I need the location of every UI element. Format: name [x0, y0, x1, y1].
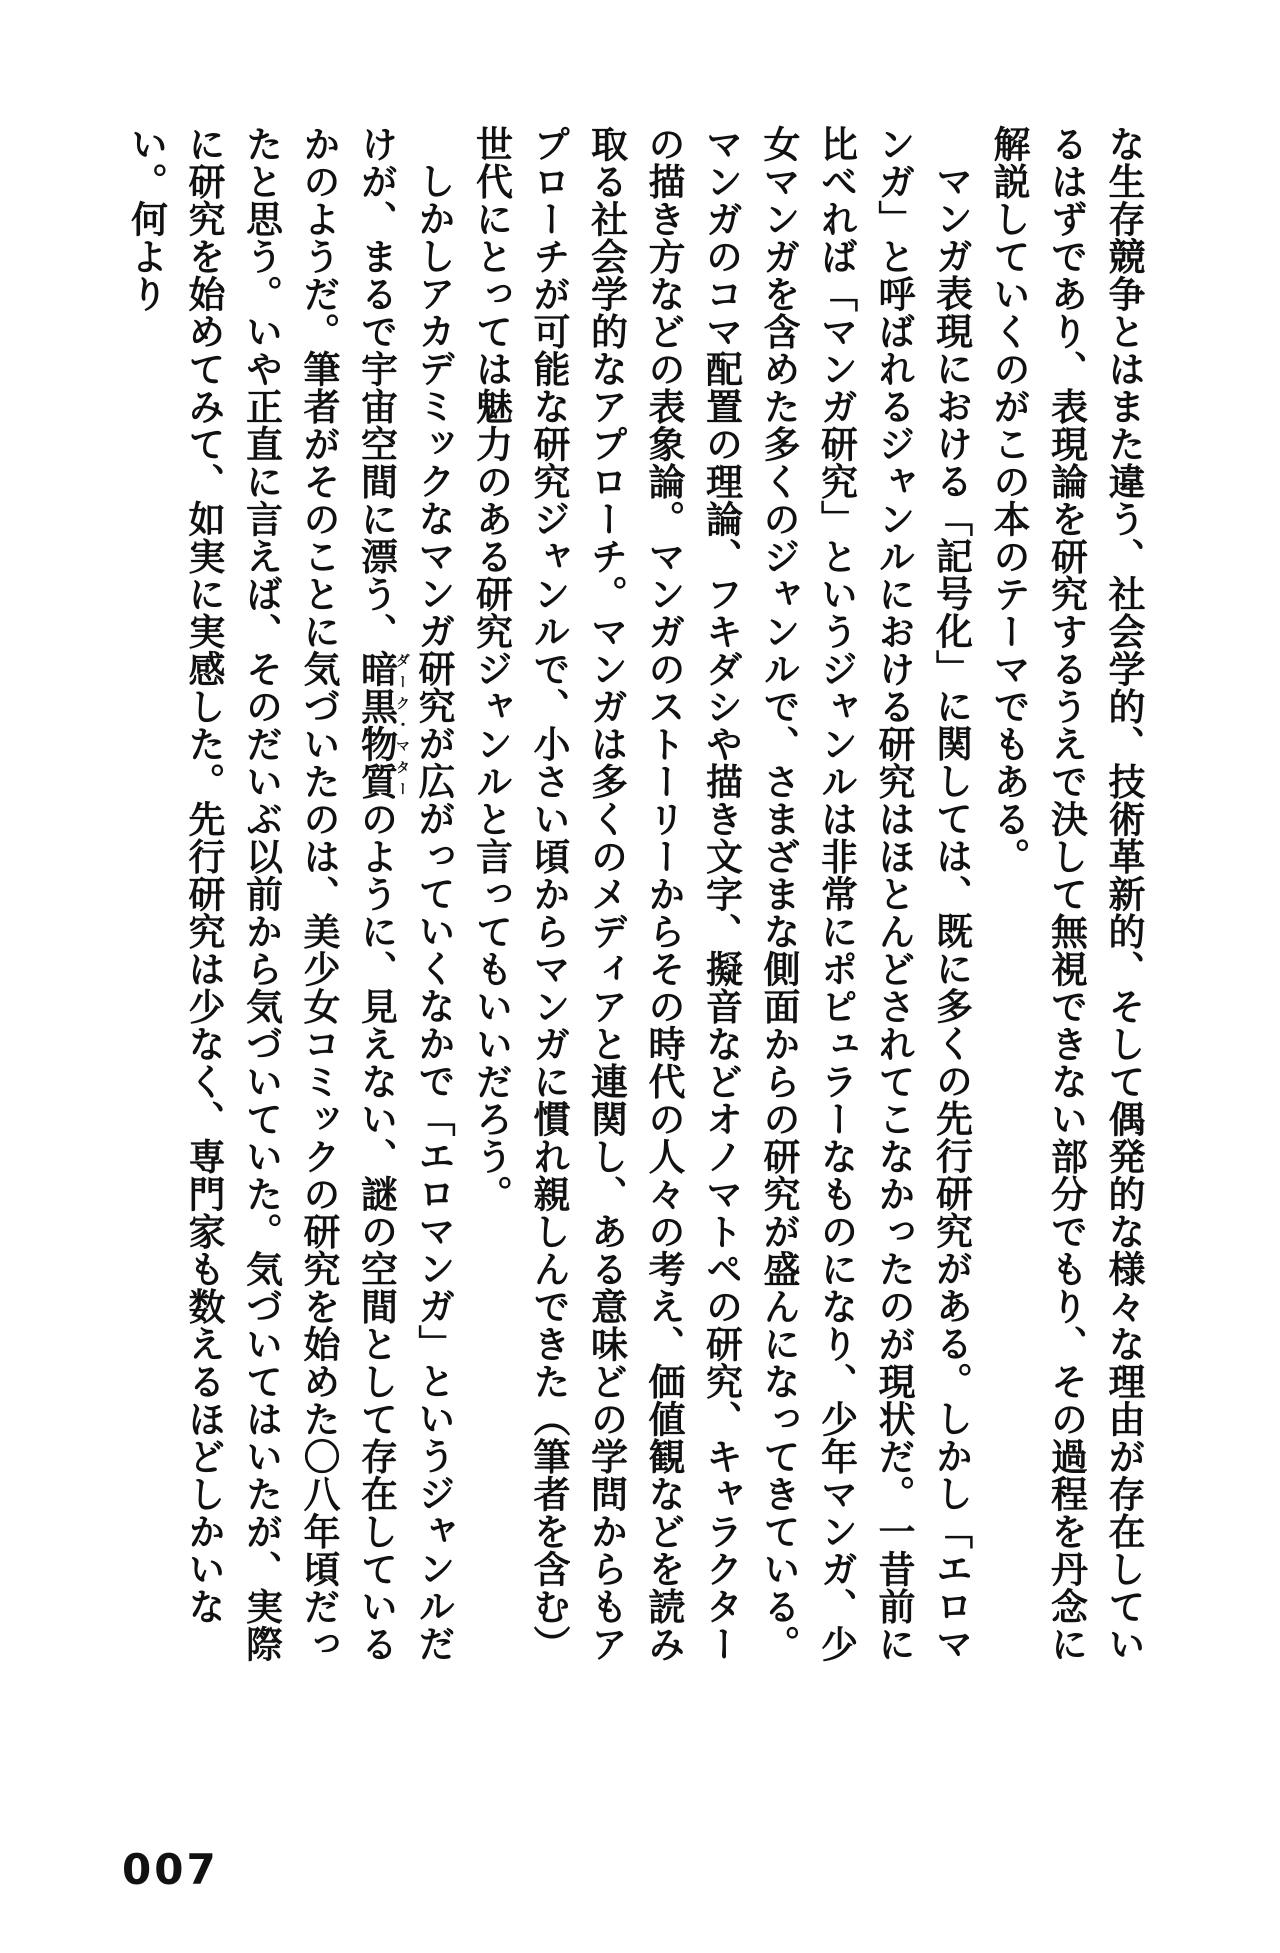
ruby-annotation: [354, 650, 410, 800]
ruby-base: 暗黒物質: [354, 650, 398, 800]
paragraph-3-text-before: しかしアカデミックなマンガ研究が広がっていくなかで「エロマンガ」というジャンルだけが、まるで宇宙空間に漂う、: [354, 125, 455, 1662]
paragraph-3-text-after: のように、見えない、謎の空間として存在しているかのようだ。筆者がそのことに気づいたのは、美少女コミックの研究を始めた〇八年頃だったと思う。いや正直に言えば、そのだいぶ以前から気づいていた。気づいてはいたが、実際に研究を始めてみて、如実に実感した。先行研究は少なく、専門家も数えるほどしかいない。何より: [124, 125, 398, 1663]
paragraph-1: な生存競争とはまた違う、社会学的、技術革新的、そして偶発的な様々な理由が存在しているはずであり、表現論を研究するうえで決して無視できない部分でもり、その過程を丹念に解説していくのがこの本のテーマでもある。: [987, 125, 1145, 1663]
page-number: 007: [122, 1845, 219, 1894]
ruby-reading: ダーク・マター: [394, 650, 410, 800]
paragraph-3: [117, 125, 462, 1685]
paragraph-2: マンガ表現における「記号化」に関しては、既に多くの先行研究がある。しかし「エロマンガ」と呼ばれるジャンルにおける研究はほとんどされてこなかったのが現状だ。一昔前に比べれば「マンガ研究」というジャンルは非常にポピュラーなものになり、少年マンガ、少女マンガを含めた多くのジャンルで、さまざまな側面からの研究が盛んになってきている。マンガのコマ配置の理論、フキダシや描き文字、擬音などオノマトペの研究、キャラクターの描き方などの表象論。マンガのストーリーからその時代の人々の考え、価値観などを読み取る社会学的なアプローチ。マンガは多くのメディアと連関し、ある意味どの学問からもアプローチが可能な研究ジャンルで、小さい頃からマンガに慣れ親しんできた（筆者を含む）世代にとっては魅力のある研究ジャンルと言ってもいいだろう。: [469, 125, 973, 1663]
body-text: [112, 125, 1152, 1685]
